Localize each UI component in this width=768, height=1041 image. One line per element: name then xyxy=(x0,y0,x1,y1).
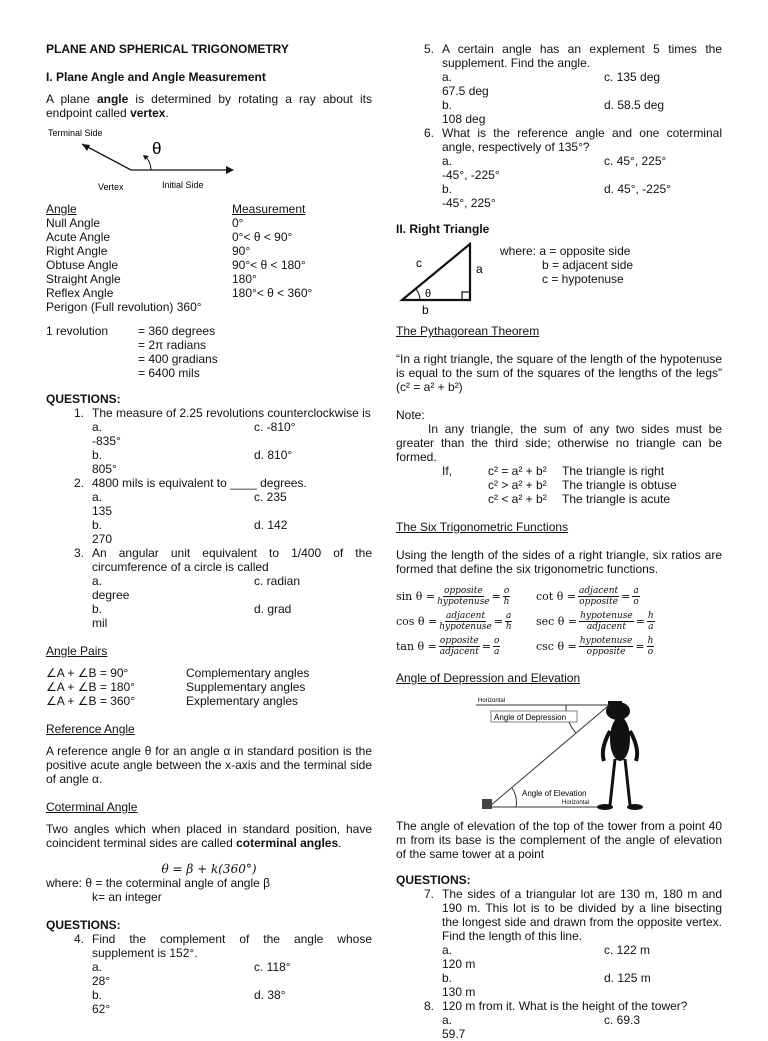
question-8: 8. 120 m from it. What is the height of the tower? a. 59.7 c. 69.3 xyxy=(423,999,688,1041)
left-column xyxy=(46,42,372,1016)
initial-side-label: Initial Side xyxy=(162,180,204,190)
section-1-heading: I. Plane Angle and Angle Measurement xyxy=(46,70,266,84)
trig-sin: sin θ = $\frac{\text{opposite}}{\text{hypotenuse}}$ = $\frac{o}{h}$ xyxy=(396,586,510,607)
angle-pairs-list xyxy=(46,666,372,708)
question-6: 6. What is the reference angle and one coterminal angle, respectively of 135°? a. -45°, -225° c. 45°, 225° b. -45°, 225° d. 45°, -225° xyxy=(423,126,722,210)
right-triangle-block xyxy=(396,236,722,316)
angle-row: Straight Angle 180° xyxy=(46,272,257,286)
right-triangle-figure xyxy=(396,236,506,316)
condition-row: c² < a² + b² The triangle is acute xyxy=(488,492,671,506)
ground-object xyxy=(482,799,492,809)
horizontal-bottom-label: Horizontal xyxy=(562,800,590,806)
pythagorean-heading: The Pythagorean Theorem xyxy=(396,324,540,338)
note-label: Note: xyxy=(396,408,425,422)
condition-row: If, c² = a² + b² The triangle is right xyxy=(442,464,665,478)
six-functions-heading: The Six Trigonometric Functions xyxy=(396,520,569,534)
question-3: 3. An angular unit equivalent to 1/400 of the circumference of a circle is called a. degree c. radian b. mil d. grad xyxy=(73,546,372,630)
angle-pair-row: ∠A + ∠B = 180° Supplementary angles xyxy=(46,680,306,694)
angle-of-elevation-label: Angle of Elevation xyxy=(522,789,587,798)
question-1: 1. The measure of 2.25 revolutions counterclockwise is a. -835° c. -810° b. 805° d. 810° xyxy=(73,406,371,476)
tri-c-label: c xyxy=(416,256,422,270)
depression-elevation-heading: Angle of Depression and Elevation xyxy=(396,671,581,685)
angle-pairs-heading: Angle Pairs xyxy=(46,644,108,658)
depression-elevation-figure xyxy=(396,691,722,819)
trig-cot: cot θ = $\frac{\text{adjacent}}{\text{opposite}}$ = $\frac{a}{o}$ xyxy=(536,586,639,607)
angle-row: Obtuse Angle 90°< θ < 180° xyxy=(46,258,306,272)
coterminal-text: Two angles which when placed in standard position, have coincident terminal sides are called coterminal angles. xyxy=(46,822,372,850)
angle-row: Acute Angle 0°< θ < 90° xyxy=(46,230,293,244)
trig-csc: csc θ = $\frac{\text{hypotenuse}}{\text{opposite}}$ = $\frac{h}{o}$ xyxy=(536,636,654,657)
coterminal-heading: Coterminal Angle xyxy=(46,800,138,814)
trig-sec: sec θ = $\frac{\text{hypotenuse}}{\text{adjacent}}$ = $\frac{h}{a}$ xyxy=(536,611,654,632)
plane-angle-intro: A plane angle is determined by rotating a ray about its endpoint called vertex. xyxy=(46,92,372,120)
reference-angle-text: A reference angle θ for an angle α in standard position is the positive acute angle between the x-axis and the terminal side of angle α. xyxy=(46,744,372,786)
angle-row: Null Angle 0° xyxy=(46,216,244,230)
trig-tan: tan θ = $\frac{\text{opposite}}{\text{adjacent}}$ = $\frac{o}{a}$ xyxy=(396,636,500,657)
document-title: PLANE AND SPHERICAL TRIGONOMETRY xyxy=(46,42,289,56)
trig-cos: cos θ = $\frac{\text{adjacent}}{\text{hypotenuse}}$ = $\frac{a}{h}$ xyxy=(396,611,512,632)
reference-angle-heading: Reference Angle xyxy=(46,722,135,736)
question-2: 2. 4800 mils is equivalent to ____ degrees. a. 135 c. 235 b. 270 d. 142 xyxy=(73,476,307,546)
terminal-side-label: Terminal Side xyxy=(48,128,103,138)
angle-row: Reflex Angle 180°< θ < 360° xyxy=(46,286,313,300)
condition-row: c² > a² + b² The triangle is obtuse xyxy=(488,478,677,492)
coterminal-formula: θ = β + k(360°) xyxy=(161,862,257,876)
angle-pair-row: ∠A + ∠B = 90° Complementary angles xyxy=(46,666,310,680)
angle-table-header: Angle Measurement xyxy=(46,202,306,216)
question-4: 4. Find the complement of the angle whose supplement is 152°. a. 28° c. 118° b. 62° d. 38° xyxy=(73,932,372,1016)
question-5: 5. A certain angle has an explement 5 times the supplement. Find the angle. a. 67.5 deg c. 135 deg b. 108 deg d. 58.5 deg xyxy=(423,42,722,126)
perigon-row: Perigon (Full revolution) 360° xyxy=(46,300,202,314)
horizontal-top-label: Horizontal xyxy=(478,698,506,704)
triangle-conditions xyxy=(396,464,722,506)
revolution-block: 1 revolution = 360 degrees = 2π radians = 400 gradians = 6400 mils xyxy=(46,324,218,380)
angle-row: Right Angle 90° xyxy=(46,244,251,258)
question-7: 7. The sides of a triangular lot are 130 m, 180 m and 190 m. This lot is to be divided by a line bisecting the longest side and drawn from the opposite vertex. Find the length of this line. a. 120 m c. 122 m b. 130 m d. 125 m xyxy=(423,887,722,999)
trig-functions xyxy=(396,586,722,657)
angle-table xyxy=(46,202,372,314)
vertex-label: Vertex xyxy=(98,182,124,192)
theta-label: θ xyxy=(152,139,162,158)
angle-of-depression-label: Angle of Depression xyxy=(494,713,567,722)
six-functions-text: Using the length of the sides of a right triangle, six ratios are formed that define the six trigonometric functions. xyxy=(396,548,722,576)
tri-theta-label: θ xyxy=(425,288,432,300)
right-column xyxy=(396,42,722,1041)
pythagorean-text: “In a right triangle, the square of the length of the hypotenuse is equal to the sum of the squares of the lengths of the legs” (c² = a² + b²) xyxy=(396,352,722,394)
coterminal-where: where: θ = the coterminal angle of angle β xyxy=(46,876,271,890)
coterminal-k: k= an integer xyxy=(92,890,162,904)
tri-b-label: b xyxy=(422,303,429,316)
angle-figure xyxy=(46,122,372,202)
section-2-heading: II. Right Triangle xyxy=(396,222,490,236)
depression-text: The angle of elevation of the top of the tower from a point 40 m from its base is the complement of the angle of elevation of the same tower at a point xyxy=(396,819,722,861)
questions-heading-2: QUESTIONS: xyxy=(46,918,121,932)
questions-heading-3: QUESTIONS: xyxy=(396,873,471,887)
tri-a-label: a xyxy=(476,262,483,276)
angle-pair-row: ∠A + ∠B = 360° Explementary angles xyxy=(46,694,299,708)
triangle-legend: where: a = opposite side b = adjacent side c = hypotenuse xyxy=(500,244,634,286)
note-text: In any triangle, the sum of any two sides must be greater than the third side; otherwise no triangle can be formed. xyxy=(396,422,722,464)
observer-figure xyxy=(597,701,643,810)
questions-heading: QUESTIONS: xyxy=(46,392,121,406)
